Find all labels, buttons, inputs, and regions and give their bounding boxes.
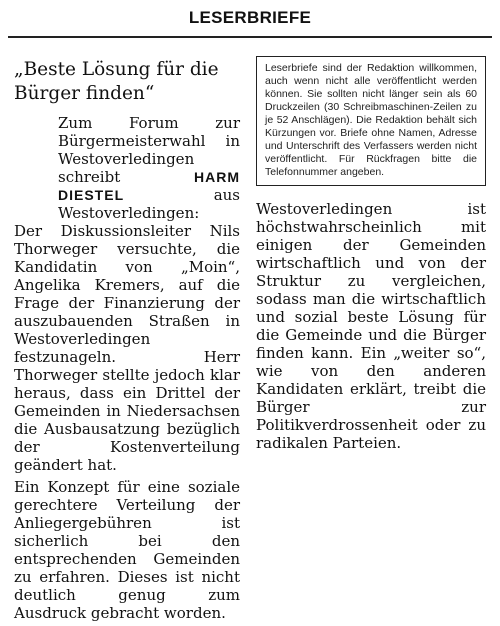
intro-prefix: Zum Forum zur Bürgermeisterwahl in Westoverledingen schreibt — [58, 114, 240, 186]
letter-intro — [58, 114, 240, 222]
section-divider — [8, 36, 492, 38]
body-paragraph-1: Der Diskussionsleiter Nils Thorweger versuchte, die Kandidatin von „Moin“, Angelika Kremers, auf die Frage der Finanzierung der auszubauenden Straßen in Westoverledingen festzunageln. Herr Thorweger stellte jedoch klar heraus, dass ein Drittel der Gemeinden in Niedersachsen die Ausbausatzung bezüglich der Kostenverteilung geändert hat. — [14, 222, 240, 474]
author-name: HARM DIESTEL — [58, 169, 240, 203]
left-column — [14, 46, 240, 626]
submission-notice: Leserbriefe sind der Redaktion willkommen, auch wenn nicht alle veröffentlicht werden können. Sie sollten nicht länger sein als 60 Druckzeilen (30 Schreibmaschinen-Zeilen zu je 52 Anschlägen). Die Redaktion behält sich Kürzungen vor. Briefe ohne Namen, Adresse und Unterschrift des Verfassers werden nicht veröffentlicht. Für Rückfragen bitte die Telefonnummer angeben. — [256, 56, 486, 186]
body-paragraph-2: Ein Konzept für eine soziale gerechtere Verteilung der Anliegergebühren ist sicherlich bei den entsprechenden Gemeinden zu erfahren. Dieses ist nicht deutlich genug zum Ausdruck gebracht worden. — [14, 478, 240, 622]
right-column — [256, 46, 486, 456]
section-title: LESERBRIEFE — [188, 8, 312, 27]
letter-headline: „Beste Lösung für die Bürger finden“ — [14, 59, 219, 104]
intro-suffix: aus Westoverledingen: — [58, 186, 240, 222]
body-paragraph-3: Westoverledingen ist höchstwahrscheinlich mit einigen der Gemeinden wirtschaftlich und von der Struktur zu vergleichen, sodass man die wirtschaftlich und sozial beste Lösung für die Gemeinde und die Bürger finden kann. Ein „weiter so“, wie von den anderen Kandidaten erklärt, treibt die Bürger zur Politikverdrossenheit oder zu radikalen Parteien. — [256, 200, 486, 452]
